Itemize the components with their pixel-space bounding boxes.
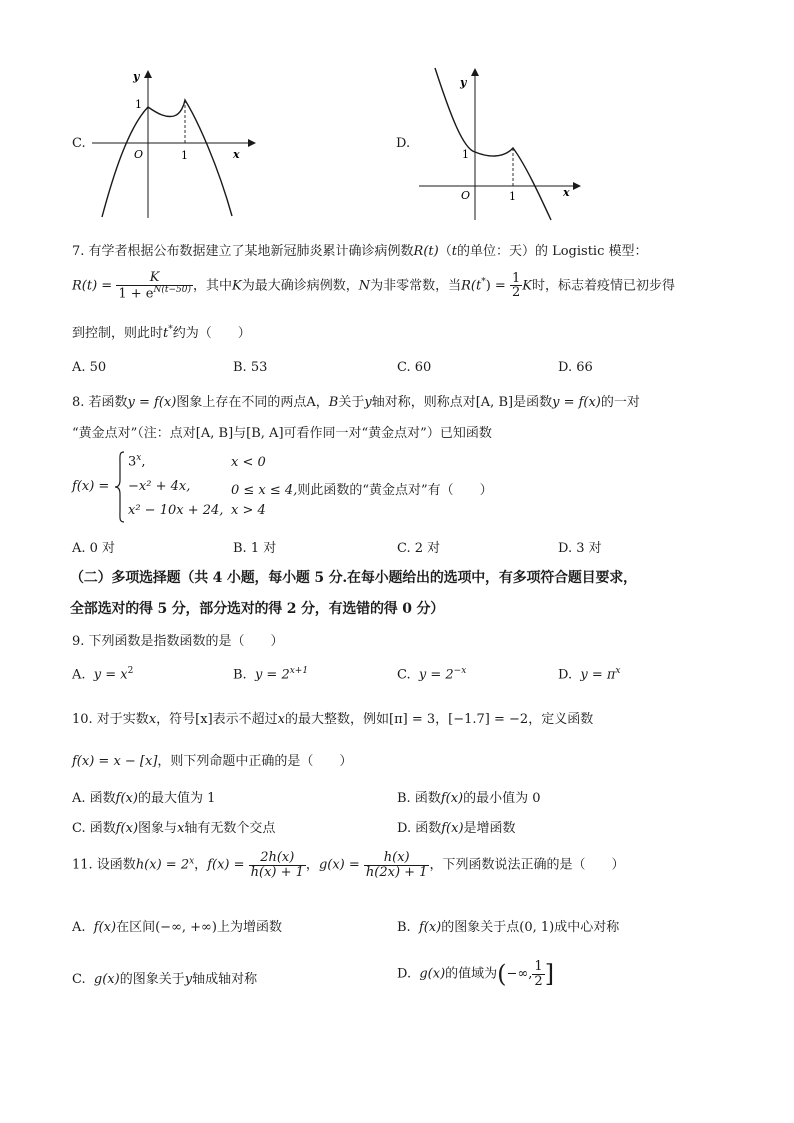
graph-d: [415, 64, 585, 224]
q8-case2-cond: 0 ≤ x ≤ 4,则此函数的“黄金点对”有（ ）: [231, 483, 493, 498]
q8-option-c[interactable]: C. 2 对: [397, 541, 441, 556]
axis-y-label: y: [460, 76, 467, 89]
origin-label: O: [461, 189, 471, 202]
q7-option-d[interactable]: D. 66: [558, 360, 593, 375]
q9-option-a[interactable]: A. $y = x^2$: [72, 666, 134, 683]
q8-case2: −x² + 4x,: [128, 479, 191, 494]
logistic-fraction: $\frac{K}{1 + e^{N(t-50)}}$: [118, 270, 191, 301]
q8-line1: 8. 若函数y = f(x)图象上存在不同的两点A，B关于y轴对称，则称点对[A, B]是函数y = f(x)的一对: [72, 395, 640, 410]
x-tick-1: 1: [509, 190, 516, 203]
q10-option-a[interactable]: A. 函数f(x)的最大值为 1: [72, 791, 216, 806]
q8-option-d[interactable]: D. 3 对: [558, 541, 602, 556]
q7-option-c[interactable]: C. 60: [397, 360, 432, 375]
q7-line1: 7. 有学者根据公布数据建立了某地新冠肺炎累计确诊病例数R(t)（t的单位：天）的 Logistic 模型：: [72, 244, 648, 259]
piecewise-brace: [114, 450, 126, 524]
q7-line2: R(t) = $\frac{K}{1 + e^{N(t-50)}}$ ，其中K为最大确诊病例数，N为非零常数，当R(t*) = $\frac{1}{2}$ K时，标志着疫情已初步得: [72, 270, 675, 301]
q9-option-b[interactable]: B. $y = 2^{x+1}$: [233, 666, 309, 683]
q11-stem: 11. 设函数$h(x) = 2^x$，f(x) = $\frac{2h(x)}{h(x) + 1}$ ，g(x) = $\frac{h(x)}{h(2x) + 1}$ ，下列函数说法正确的是（ ）: [72, 850, 625, 880]
axis-y-label: y: [133, 70, 140, 83]
q8-case1: 3$^x$,: [128, 453, 146, 470]
y-tick-1: 1: [135, 98, 142, 111]
q8-option-a[interactable]: A. 0 对: [72, 541, 116, 556]
q9-option-c[interactable]: C. $y = 2^{-x}$: [397, 666, 467, 683]
q11-option-c[interactable]: C. g(x)的图象关于y轴成轴对称: [72, 972, 258, 987]
q7-option-b[interactable]: B. 53: [233, 360, 268, 375]
option-c-label: C.: [72, 136, 86, 151]
q11-option-a[interactable]: A. f(x)在区间(−∞, +∞)上为增函数: [72, 920, 282, 935]
q9-stem: 9. 下列函数是指数函数的是（ ）: [72, 634, 284, 649]
q8-option-b[interactable]: B. 1 对: [233, 541, 277, 556]
q10-option-b[interactable]: B. 函数f(x)的最小值为 0: [397, 791, 541, 806]
section-heading-line1: （二）多项选择题（共 4 小题，每小题 5 分.在每小题给出的选项中，有多项符合题目要求，: [70, 570, 637, 586]
q10-line1: 10. 对于实数x，符号[x]表示不超过x的最大整数，例如[π] = 3，[−1.7] = −2，定义函数: [72, 712, 594, 727]
y-tick-1: 1: [462, 148, 469, 161]
q8-case1-cond: x < 0: [231, 455, 266, 470]
section-heading-line2: 全部选对的得 5 分，部分选对的得 2 分，有选错的得 0 分）: [70, 601, 445, 617]
q7-option-a[interactable]: A. 50: [72, 360, 107, 375]
q8-fx-label: f(x) =: [72, 479, 110, 494]
axis-x-label: x: [563, 186, 570, 199]
q8-case3-cond: x > 4: [231, 503, 266, 518]
x-tick-1: 1: [181, 149, 188, 162]
q10-line2: f(x) = x − [x]，则下列命题中正确的是（ ）: [72, 754, 353, 769]
q8-line2: “黄金点对”（注：点对[A, B]与[B, A]可看作同一对“黄金点对”）已知函数: [72, 426, 492, 441]
q8-case3: x² − 10x + 24,: [128, 503, 224, 518]
q11-option-d[interactable]: D. g(x)的值域为(−∞, $\frac{1}{2}$ ]: [397, 959, 555, 989]
q10-option-d[interactable]: D. 函数f(x)是增函数: [397, 821, 516, 836]
graph-c: [88, 66, 258, 222]
q11-option-b[interactable]: B. f(x)的图象关于点(0, 1)成中心对称: [397, 920, 620, 935]
q10-option-c[interactable]: C. 函数f(x)图象与x轴有无数个交点: [72, 821, 276, 836]
option-d-label: D.: [396, 136, 411, 151]
origin-label: O: [134, 148, 144, 161]
q7-line3: 到控制，则此时t*约为（ ）: [72, 324, 251, 341]
q9-option-d[interactable]: D. $y = \pi^x$: [558, 666, 621, 683]
axis-x-label: x: [233, 148, 240, 161]
